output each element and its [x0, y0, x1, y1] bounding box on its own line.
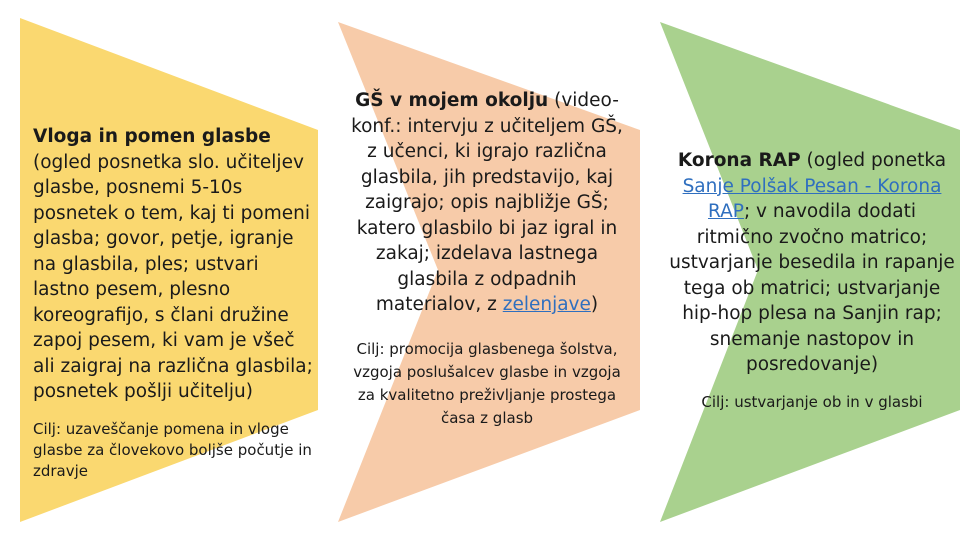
panel-2-body-end: ) — [590, 294, 599, 315]
panel-2-link[interactable]: zelenjave — [502, 294, 591, 315]
panel-3-body-end: ; v navodila dodati ritmično zvočno matrico; ustvarjanje besedila in rapanje tega ob matrici; ustvarjanje hip-hop plesa na Sanjin rap; snemanje nastopov in posredovanje) — [669, 201, 955, 375]
panel-3-body: (ogled ponetka — [800, 150, 947, 171]
panel-1-text — [33, 124, 318, 482]
panel-3-text — [668, 148, 956, 413]
panel-2-description — [348, 88, 626, 318]
panel-3-title: Korona RAP — [677, 150, 801, 171]
panel-2-body: (video-konf.: intervju z učiteljem GŠ, z učenci, ki igrajo različna glasbila, jih predstavijo, kaj zaigrajo; opis najbližje GŠ; katero glasbilo bi jaz igral in zakaj; izdelava lastnega glasbila z odpadnih materialov, z — [351, 90, 623, 315]
panel-3-description — [668, 148, 956, 378]
panel-2-title: GŠ v mojem okolju — [355, 90, 549, 111]
panel-1-goal: Cilj: uzaveščanje pomena in vloge glasbe za človekovo boljše počutje in zdravje — [33, 419, 312, 480]
panel-2-text — [348, 88, 626, 430]
panel-3-link[interactable]: Sanje Polšak Pesan - Korona RAP — [682, 175, 942, 222]
panel-3-goal: Cilj: ustvarjanje ob in v glasbi — [701, 392, 923, 411]
panel-1-body: (ogled posnetka slo. učiteljev glasbe, posnemi 5-10s posnetek o tem, kaj ti pomeni glasba; govor, petje, igranje na glasbila, ples; ustvari lastno pesem, plesno koreografijo, s člani družine zapoj pesem, ki vam je všeč ali zaigraj na različna glasbila; posnetek pošlji učitelju) — [33, 151, 313, 402]
panel-1-description — [33, 124, 318, 405]
panel-2-goal: Cilj: promocija glasbenega šolstva, vzgoja poslušalcev glasbe in vzgoja za kvalitetno preživljanje prostega časa z glasb — [353, 339, 621, 427]
panel-1-title: Vloga in pomen glasbe — [33, 126, 271, 147]
